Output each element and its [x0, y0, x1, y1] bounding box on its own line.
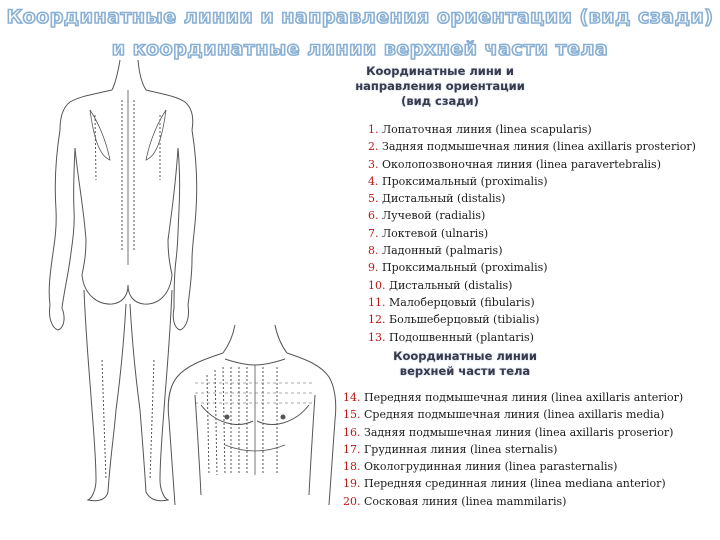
back-coordinate-list [368, 121, 696, 346]
item-text: Передняя срединная линия (linea mediana anterior) [360, 477, 666, 491]
item-text: Проксимальный (proximalis) [378, 261, 548, 275]
item-text: Задняя подмышечная линия (linea axillaris prosterior) [378, 140, 696, 154]
page-title-line1: Координатные линии и направления ориентации (вид сзади) [6, 6, 714, 28]
list-item [368, 329, 696, 346]
item-text: Лучевой (radialis) [378, 209, 486, 223]
item-text: Околопозвоночная линия (linea paravertebralis) [378, 157, 661, 171]
item-number: 10. [368, 278, 386, 292]
list-item [368, 277, 696, 294]
item-text: Подошвенный (plantaris) [385, 330, 534, 344]
list-item [368, 311, 696, 328]
item-number: 1. [368, 123, 379, 136]
item-number: 2. [368, 140, 379, 154]
list-item [343, 406, 683, 423]
item-text: Дистальный (distalis) [378, 192, 506, 206]
item-number: 9. [368, 261, 379, 275]
list-item [368, 173, 696, 190]
item-text: Ладонный (palmaris) [378, 244, 503, 258]
upper-body-figure [165, 325, 340, 535]
item-number: 19. [343, 477, 361, 491]
item-number: 3. [368, 157, 379, 171]
item-text: Грудинная линия (linea sternalis) [360, 442, 558, 456]
list-item [368, 242, 696, 259]
list-item [343, 493, 683, 510]
list-item [368, 225, 696, 242]
item-number: 20. [343, 494, 361, 508]
back-section-heading [335, 64, 545, 109]
item-number: 7. [368, 226, 379, 240]
item-text: Дистальный (distalis) [385, 278, 513, 292]
item-number: 11. [368, 295, 386, 309]
list-item [343, 475, 683, 492]
back-heading-line3: (вид сзади) [401, 94, 479, 108]
upper-heading-line2: верхней части тела [399, 364, 531, 378]
item-number: 4. [368, 174, 379, 188]
list-item [368, 121, 696, 138]
list-item [368, 138, 696, 155]
item-text: Средняя подмышечная линия (linea axillaris media) [360, 408, 665, 422]
item-text: Сосковая линия (linea mammilaris) [360, 494, 567, 508]
item-text: Локтевой (ulnaris) [378, 226, 489, 240]
item-number: 5. [368, 192, 379, 206]
item-text: Проксимальный (proximalis) [378, 174, 548, 188]
item-text: Задняя подмышечная линия (linea axillaris proserior) [360, 425, 674, 439]
item-text: Лопаточная линия (linea scapularis) [378, 123, 592, 136]
item-number: 18. [343, 460, 361, 474]
list-item [343, 441, 683, 458]
list-item [343, 389, 683, 406]
item-text: Передняя подмышечная линия (linea axillaris anterior) [360, 391, 684, 404]
back-heading-line1: Координатные лини и [366, 64, 514, 78]
page-title-line2: и координатные линии верхней части тела [111, 38, 609, 60]
item-text: Большеберцовый (tibialis) [385, 313, 540, 327]
list-item [343, 424, 683, 441]
upper-section-heading [375, 349, 555, 379]
list-item [368, 207, 696, 224]
upper-coordinate-list [343, 389, 683, 510]
item-number: 15. [343, 408, 361, 422]
back-heading-line2: направления ориентации [355, 79, 525, 93]
list-item [343, 458, 683, 475]
item-number: 12. [368, 313, 386, 327]
item-number: 14. [343, 391, 361, 404]
item-text: Малоберцовый (fibularis) [385, 295, 535, 309]
item-number: 16. [343, 425, 361, 439]
item-number: 17. [343, 442, 361, 456]
item-number: 13. [368, 330, 386, 344]
list-item [368, 190, 696, 207]
list-item [368, 259, 696, 276]
item-number: 6. [368, 209, 379, 223]
item-text: Окологрудинная линия (linea parasternalis) [360, 460, 618, 474]
list-item [368, 294, 696, 311]
item-number: 8. [368, 244, 379, 258]
upper-heading-line1: Координатные линии [393, 349, 537, 363]
list-item [368, 156, 696, 173]
